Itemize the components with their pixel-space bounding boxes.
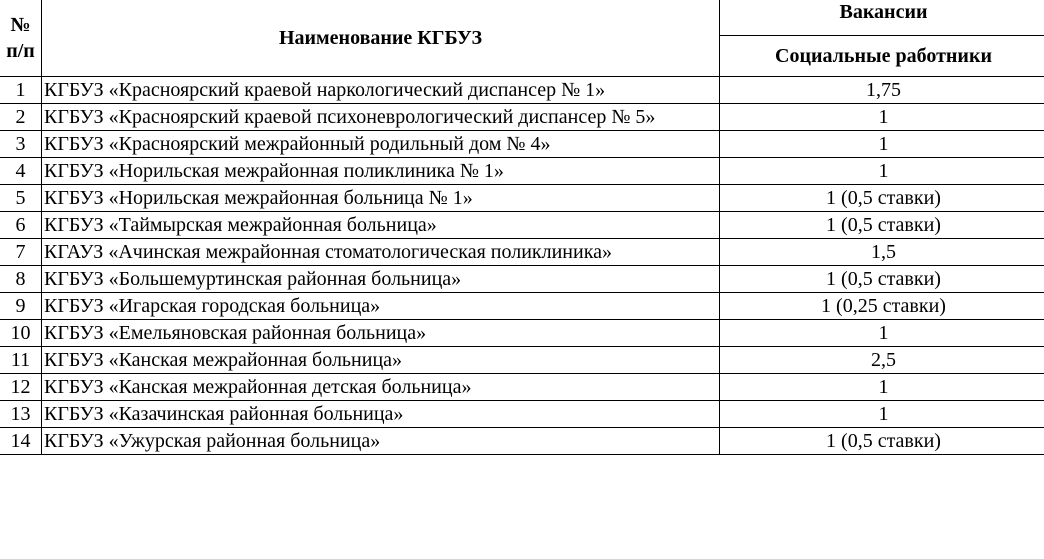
vacancy-value: 1 — [720, 104, 1044, 131]
institution-name: КГБУЗ «Ужурская районная больница» — [42, 428, 720, 455]
institution-name: КГАУЗ «Ачинская межрайонная стоматологическая поликлиника» — [42, 239, 720, 266]
institution-name: КГБУЗ «Казачинская районная больница» — [42, 401, 720, 428]
institution-name: КГБУЗ «Таймырская межрайонная больница» — [42, 212, 720, 239]
table-row — [0, 77, 1044, 104]
institution-name: КГБУЗ «Красноярский краевой психоневрологический диспансер № 5» — [42, 104, 720, 131]
table-row — [0, 428, 1044, 455]
column-header-name — [42, 0, 720, 77]
vacancy-value: 1 (0,5 ставки) — [720, 266, 1044, 293]
table-row — [0, 293, 1044, 320]
table-row — [0, 239, 1044, 266]
header-row-top — [0, 0, 1044, 36]
table-row — [0, 320, 1044, 347]
row-number: 5 — [0, 185, 42, 212]
vacancy-value: 2,5 — [720, 347, 1044, 374]
vacancy-value: 1,5 — [720, 239, 1044, 266]
vacancy-value: 1 — [720, 131, 1044, 158]
row-number: 8 — [0, 266, 42, 293]
institution-name: КГБУЗ «Норильская межрайонная больница № 1» — [42, 185, 720, 212]
row-number: 11 — [0, 347, 42, 374]
vacancy-value: 1 — [720, 374, 1044, 401]
table-row — [0, 185, 1044, 212]
table-row — [0, 104, 1044, 131]
row-number: 14 — [0, 428, 42, 455]
column-header-social-workers — [720, 36, 1044, 77]
row-number: 2 — [0, 104, 42, 131]
institution-name: КГБУЗ «Емельяновская районная больница» — [42, 320, 720, 347]
row-number: 3 — [0, 131, 42, 158]
row-number: 12 — [0, 374, 42, 401]
vacancy-value: 1 — [720, 158, 1044, 185]
vacancy-value: 1 — [720, 320, 1044, 347]
vacancy-value: 1 (0,5 ставки) — [720, 428, 1044, 455]
column-header-number — [0, 0, 42, 77]
vacancy-value: 1 (0,5 ставки) — [720, 185, 1044, 212]
vacancies-header-label: Вакансии — [839, 1, 928, 23]
vacancy-value: 1 (0,25 ставки) — [720, 293, 1044, 320]
row-number: 10 — [0, 320, 42, 347]
institution-name: КГБУЗ «Канская межрайонная детская больница» — [42, 374, 720, 401]
column-header-vacancies — [720, 0, 1044, 36]
institution-name: КГБУЗ «Игарская городская больница» — [42, 293, 720, 320]
vacancy-value: 1 (0,5 ставки) — [720, 212, 1044, 239]
row-number: 4 — [0, 158, 42, 185]
row-number: 1 — [0, 77, 42, 104]
number-header-line2: п/п — [6, 39, 35, 62]
row-number: 9 — [0, 293, 42, 320]
table-row — [0, 212, 1044, 239]
institution-name: КГБУЗ «Канская межрайонная больница» — [42, 347, 720, 374]
table-row — [0, 374, 1044, 401]
row-number: 6 — [0, 212, 42, 239]
table-body — [0, 77, 1044, 455]
number-header-line1: № — [10, 13, 31, 36]
row-number: 7 — [0, 239, 42, 266]
vacancy-value: 1 — [720, 401, 1044, 428]
row-number: 13 — [0, 401, 42, 428]
institution-name: КГБУЗ «Большемуртинская районная больница» — [42, 266, 720, 293]
table-row — [0, 266, 1044, 293]
institution-name: КГБУЗ «Красноярский краевой наркологический диспансер № 1» — [42, 77, 720, 104]
social-workers-header-label: Социальные работники — [775, 45, 992, 67]
table-row — [0, 347, 1044, 374]
table-row — [0, 401, 1044, 428]
institution-name: КГБУЗ «Красноярский межрайонный родильный дом № 4» — [42, 131, 720, 158]
name-header-label: Наименование КГБУЗ — [278, 26, 483, 49]
table-row — [0, 131, 1044, 158]
vacancy-value: 1,75 — [720, 77, 1044, 104]
institution-name: КГБУЗ «Норильская межрайонная поликлиника № 1» — [42, 158, 720, 185]
table-row — [0, 158, 1044, 185]
